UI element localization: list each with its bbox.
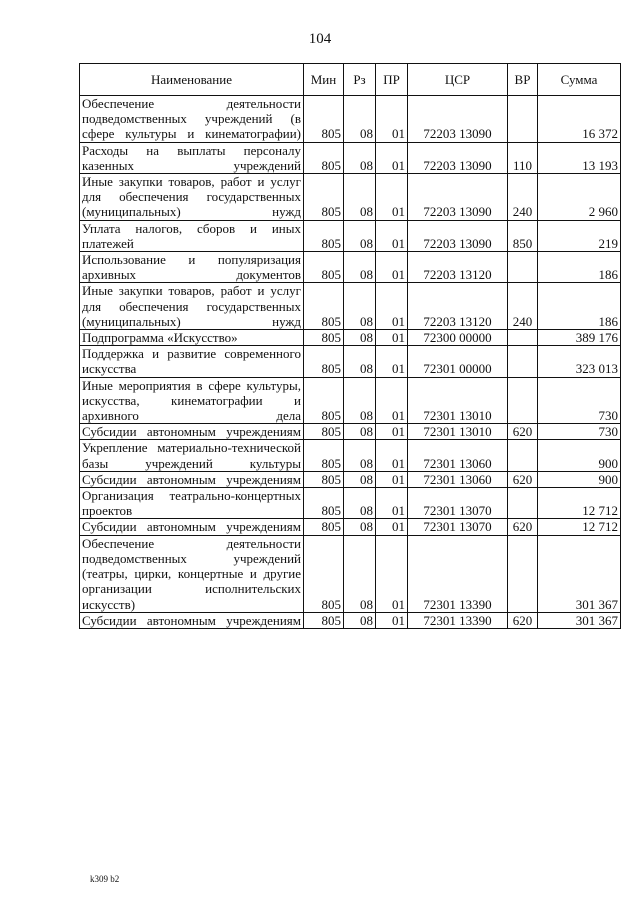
cell-csr: 72203 13120 xyxy=(408,283,508,330)
table-row xyxy=(80,252,621,283)
cell-rz: 08 xyxy=(344,283,376,330)
cell-min: 805 xyxy=(304,142,344,173)
cell-pr: 01 xyxy=(376,440,408,471)
table-row xyxy=(80,424,621,440)
cell-vr xyxy=(508,440,538,471)
cell-pr: 01 xyxy=(376,142,408,173)
cell-rz: 08 xyxy=(344,346,376,377)
cell-name: Поддержка и развитие современного искусства xyxy=(80,346,304,377)
cell-rz: 08 xyxy=(344,220,376,251)
cell-sum: 301 367 xyxy=(538,535,621,612)
cell-pr: 01 xyxy=(376,330,408,346)
cell-min: 805 xyxy=(304,283,344,330)
table-row xyxy=(80,142,621,173)
cell-vr xyxy=(508,346,538,377)
table-row xyxy=(80,96,621,143)
cell-name: Подпрограмма «Искусство» xyxy=(80,330,304,346)
cell-name: Субсидии автономным учреждениям xyxy=(80,471,304,487)
table-row xyxy=(80,220,621,251)
cell-sum: 730 xyxy=(538,424,621,440)
cell-csr: 72203 13090 xyxy=(408,96,508,143)
page-number: 104 xyxy=(308,31,332,47)
cell-vr xyxy=(508,488,538,519)
column-header-rz: Рз xyxy=(344,64,376,96)
cell-min: 805 xyxy=(304,330,344,346)
cell-name: Обеспечение деятельности подведомственных учреждений (в сфере культуры и кинематографии) xyxy=(80,96,304,143)
column-header-name: Наименование xyxy=(80,64,304,96)
cell-name: Обеспечение деятельности подведомственных учреждений (театры, цирки, концертные и другие организации исполнительских искусств) xyxy=(80,535,304,612)
cell-csr: 72203 13090 xyxy=(408,142,508,173)
cell-vr: 240 xyxy=(508,174,538,221)
cell-csr: 72203 13090 xyxy=(408,174,508,221)
cell-min: 805 xyxy=(304,96,344,143)
cell-rz: 08 xyxy=(344,96,376,143)
cell-name: Укрепление материально-технической базы учреждений культуры xyxy=(80,440,304,471)
column-header-csr: ЦСР xyxy=(408,64,508,96)
cell-name: Организация театрально-концертных проектов xyxy=(80,488,304,519)
cell-csr: 72301 13070 xyxy=(408,488,508,519)
cell-pr: 01 xyxy=(376,96,408,143)
cell-name: Уплата налогов, сборов и иных платежей xyxy=(80,220,304,251)
cell-min: 805 xyxy=(304,488,344,519)
cell-vr xyxy=(508,535,538,612)
table-row xyxy=(80,440,621,471)
cell-rz: 08 xyxy=(344,535,376,612)
cell-csr: 72301 13390 xyxy=(408,612,508,628)
cell-sum: 12 712 xyxy=(538,519,621,535)
cell-csr: 72300 00000 xyxy=(408,330,508,346)
cell-vr xyxy=(508,377,538,424)
cell-sum: 13 193 xyxy=(538,142,621,173)
cell-min: 805 xyxy=(304,377,344,424)
cell-vr: 850 xyxy=(508,220,538,251)
cell-pr: 01 xyxy=(376,252,408,283)
cell-pr: 01 xyxy=(376,174,408,221)
cell-rz: 08 xyxy=(344,330,376,346)
cell-sum: 301 367 xyxy=(538,612,621,628)
cell-min: 805 xyxy=(304,346,344,377)
cell-name: Иные закупки товаров, работ и услуг для обеспечения государственных (муниципальных) нужд xyxy=(80,283,304,330)
cell-vr xyxy=(508,252,538,283)
cell-rz: 08 xyxy=(344,424,376,440)
cell-vr xyxy=(508,96,538,143)
cell-min: 805 xyxy=(304,174,344,221)
cell-name: Субсидии автономным учреждениям xyxy=(80,519,304,535)
cell-min: 805 xyxy=(304,440,344,471)
cell-min: 805 xyxy=(304,471,344,487)
table-row xyxy=(80,488,621,519)
table-row xyxy=(80,612,621,628)
cell-sum: 16 372 xyxy=(538,96,621,143)
cell-sum: 219 xyxy=(538,220,621,251)
cell-pr: 01 xyxy=(376,424,408,440)
cell-sum: 323 013 xyxy=(538,346,621,377)
cell-rz: 08 xyxy=(344,519,376,535)
column-header-sum: Сумма xyxy=(538,64,621,96)
cell-sum: 389 176 xyxy=(538,330,621,346)
cell-rz: 08 xyxy=(344,440,376,471)
cell-rz: 08 xyxy=(344,488,376,519)
cell-pr: 01 xyxy=(376,488,408,519)
cell-name: Субсидии автономным учреждениям xyxy=(80,424,304,440)
cell-csr: 72301 13070 xyxy=(408,519,508,535)
cell-vr: 620 xyxy=(508,519,538,535)
cell-pr: 01 xyxy=(376,519,408,535)
cell-rz: 08 xyxy=(344,471,376,487)
cell-rz: 08 xyxy=(344,142,376,173)
cell-rz: 08 xyxy=(344,612,376,628)
table-row xyxy=(80,471,621,487)
table-row xyxy=(80,283,621,330)
footer-code: k309 b2 xyxy=(90,874,120,884)
table-row xyxy=(80,519,621,535)
table-row xyxy=(80,346,621,377)
column-header-vr: ВР xyxy=(508,64,538,96)
cell-vr: 110 xyxy=(508,142,538,173)
cell-sum: 730 xyxy=(538,377,621,424)
cell-min: 805 xyxy=(304,612,344,628)
cell-rz: 08 xyxy=(344,174,376,221)
cell-csr: 72203 13090 xyxy=(408,220,508,251)
cell-min: 805 xyxy=(304,252,344,283)
column-header-min: Мин xyxy=(304,64,344,96)
cell-vr: 620 xyxy=(508,471,538,487)
table-header-row xyxy=(80,64,621,96)
cell-pr: 01 xyxy=(376,346,408,377)
cell-min: 805 xyxy=(304,220,344,251)
cell-csr: 72301 13060 xyxy=(408,471,508,487)
cell-min: 805 xyxy=(304,519,344,535)
cell-sum: 900 xyxy=(538,440,621,471)
table-body xyxy=(80,96,621,629)
cell-pr: 01 xyxy=(376,377,408,424)
cell-csr: 72301 00000 xyxy=(408,346,508,377)
cell-csr: 72301 13390 xyxy=(408,535,508,612)
cell-sum: 186 xyxy=(538,283,621,330)
cell-csr: 72301 13060 xyxy=(408,440,508,471)
cell-rz: 08 xyxy=(344,377,376,424)
cell-csr: 72203 13120 xyxy=(408,252,508,283)
cell-sum: 900 xyxy=(538,471,621,487)
column-header-pr: ПР xyxy=(376,64,408,96)
cell-name: Иные мероприятия в сфере культуры, искусства, кинематографии и архивного дела xyxy=(80,377,304,424)
cell-sum: 2 960 xyxy=(538,174,621,221)
cell-sum: 186 xyxy=(538,252,621,283)
cell-name: Использование и популяризация архивных документов xyxy=(80,252,304,283)
cell-name: Расходы на выплаты персоналу казенных учреждений xyxy=(80,142,304,173)
cell-min: 805 xyxy=(304,535,344,612)
cell-name: Субсидии автономным учреждениям xyxy=(80,612,304,628)
table-row xyxy=(80,535,621,612)
cell-pr: 01 xyxy=(376,220,408,251)
cell-pr: 01 xyxy=(376,535,408,612)
cell-min: 805 xyxy=(304,424,344,440)
budget-table xyxy=(79,63,621,629)
cell-vr xyxy=(508,330,538,346)
cell-vr: 240 xyxy=(508,283,538,330)
cell-rz: 08 xyxy=(344,252,376,283)
cell-vr: 620 xyxy=(508,424,538,440)
cell-name: Иные закупки товаров, работ и услуг для обеспечения государственных (муниципальных) нужд xyxy=(80,174,304,221)
cell-sum: 12 712 xyxy=(538,488,621,519)
cell-pr: 01 xyxy=(376,283,408,330)
cell-csr: 72301 13010 xyxy=(408,424,508,440)
table-row xyxy=(80,174,621,221)
cell-pr: 01 xyxy=(376,471,408,487)
table-row xyxy=(80,330,621,346)
cell-csr: 72301 13010 xyxy=(408,377,508,424)
table-row xyxy=(80,377,621,424)
cell-pr: 01 xyxy=(376,612,408,628)
cell-vr: 620 xyxy=(508,612,538,628)
